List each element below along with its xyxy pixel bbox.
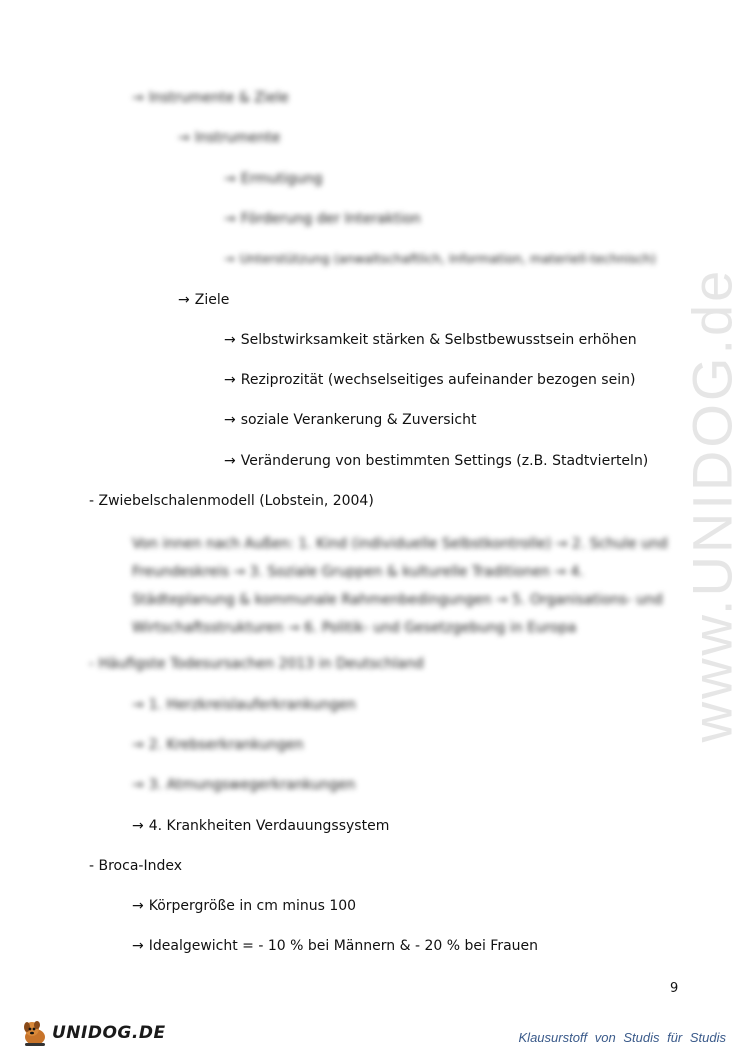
logo-text: UNIDOG.DE <box>52 1023 166 1043</box>
unidog-logo[interactable] <box>20 1018 166 1048</box>
arrow-icon: → <box>132 90 144 106</box>
list-item: → Selbstwirksamkeit stärken & Selbstbewusstsein erhöhen <box>224 332 637 348</box>
section-heading: - Zwiebelschalenmodell (Lobstein, 2004) <box>89 493 374 509</box>
list-item: → 1. Herzkreislauferkrankungen <box>132 697 356 713</box>
watermark: www.UNIDOG.de <box>680 267 744 743</box>
list-item: → Idealgewicht = - 10 % bei Männern & - 20 % bei Frauen <box>132 938 539 954</box>
arrow-icon: → <box>224 251 235 266</box>
section-heading: - Häufigste Todesursachen 2013 in Deutschland <box>89 656 424 672</box>
list-item: → Unterstützung (anwaltschaftlich, Information, materiell-technisch) <box>224 249 656 269</box>
arrow-icon: → <box>132 898 144 914</box>
list-item: → Körpergröße in cm minus 100 <box>132 898 357 914</box>
arrow-icon: → <box>132 938 144 954</box>
list-item: → 2. Krebserkrankungen <box>132 737 304 753</box>
list-item: → Förderung der Interaktion <box>224 211 421 227</box>
list-item: → Reziprozität (wechselseitiges aufeinander bezogen sein) <box>224 372 636 388</box>
arrow-icon: → <box>178 130 190 146</box>
arrow-icon: → <box>224 211 236 227</box>
page-number: 9 <box>670 981 679 996</box>
onion-model-paragraph: Von innen nach Außen: 1. Kind (individuelle Selbstkontrolle) → 2. Schule und Freundeskreis → 3. Soziale Gruppen & kulturelle Traditionen → 4. Städteplanung & kommunale Rahmenbedingungen → 5. Organisations- und Wirtschaftsstrukturen → 6. Politik- und Gesetzgebung in Europa <box>132 536 668 636</box>
list-item: → Instrumente & Ziele <box>132 90 289 106</box>
list-item: → Ziele <box>178 292 230 308</box>
arrow-icon: → <box>132 818 144 834</box>
dog-icon <box>20 1018 50 1048</box>
arrow-icon: → <box>224 453 236 469</box>
list-item: → Ermutigung <box>224 171 323 187</box>
list-item: → 4. Krankheiten Verdauungssystem <box>132 818 390 834</box>
list-item: → soziale Verankerung & Zuversicht <box>224 412 477 428</box>
footer-slogan: Klausurstoff von Studis für Studis <box>518 1030 726 1045</box>
list-item: → Veränderung von bestimmten Settings (z.B. Stadtvierteln) <box>224 453 649 469</box>
arrow-icon: → <box>132 777 144 793</box>
arrow-icon: → <box>224 372 236 388</box>
arrow-icon: → <box>132 737 144 753</box>
arrow-icon: → <box>132 697 144 713</box>
arrow-icon: → <box>224 171 236 187</box>
section-heading: - Broca-Index <box>89 858 182 874</box>
list-item: → 3. Atmungswegerkrankungen <box>132 777 356 793</box>
arrow-icon: → <box>224 332 236 348</box>
arrow-icon: → <box>224 412 236 428</box>
list-item: → Instrumente <box>178 130 281 146</box>
arrow-icon: → <box>178 292 190 308</box>
